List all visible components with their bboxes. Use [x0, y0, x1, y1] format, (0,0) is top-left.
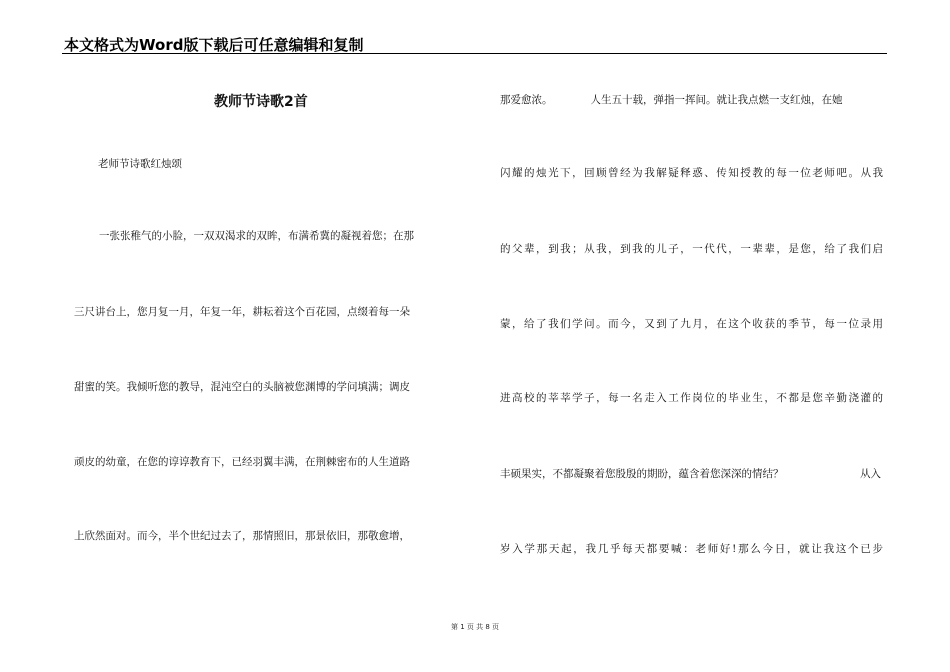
text-line: 的父辈，到我；从我，到我的儿子，一代代，一辈辈，是您，给了我们启	[500, 243, 883, 255]
text-line: 上欣然面对。而今，半个世纪过去了，那情照旧，那景依旧，那敬愈增，	[74, 530, 410, 542]
header-divider	[62, 53, 887, 54]
document-header-banner: 本文格式为Word版下载后可任意编辑和复制	[64, 36, 364, 54]
text-line: 闪耀的烛光下，回顾曾经为我解疑释惑、传知授教的每一位老师吧。从我	[500, 167, 883, 179]
document-title: 教师节诗歌2首	[214, 94, 308, 110]
poem-subtitle: 老师节诗歌红烛颂	[98, 158, 182, 170]
text-line: 甜蜜的笑。我倾听您的教导，混沌空白的头脑被您渊博的学问填满；调皮	[74, 381, 410, 393]
text-line-tail: 从入	[860, 468, 881, 480]
text-line: 岁入学那天起，我几乎每天都要喊：老师好!那么今日，就让我这个已步	[500, 543, 883, 555]
text-line: 三尺讲台上，您月复一月，年复一年，耕耘着这个百花园，点缀着每一朵	[74, 306, 410, 318]
page-number: 第 1 页 共 8 页	[450, 623, 500, 631]
text-segment: 那爱愈浓。	[500, 94, 553, 106]
text-line: 丰硕果实，不都凝聚着您殷殷的期盼，蕴含着您深深的情结？	[500, 468, 784, 480]
text-line: 进高校的莘莘学子，每一名走入工作岗位的毕业生，不都是您辛勤浇灌的	[500, 392, 883, 404]
text-line: 蒙，给了我们学问。而今，又到了九月，在这个收获的季节，每一位录用	[500, 318, 883, 330]
text-segment: 人生五十载，弹指一挥间。就让我点燃一支红烛，在她	[590, 94, 843, 106]
text-line	[500, 93, 883, 107]
text-line: 顽皮的幼童，在您的谆谆教育下，已经羽翼丰满，在荆棘密布的人生道路	[74, 456, 410, 468]
text-line: 一张张稚气的小脸，一双双渴求的双眸，布满希冀的凝视着您；在那	[99, 230, 414, 242]
